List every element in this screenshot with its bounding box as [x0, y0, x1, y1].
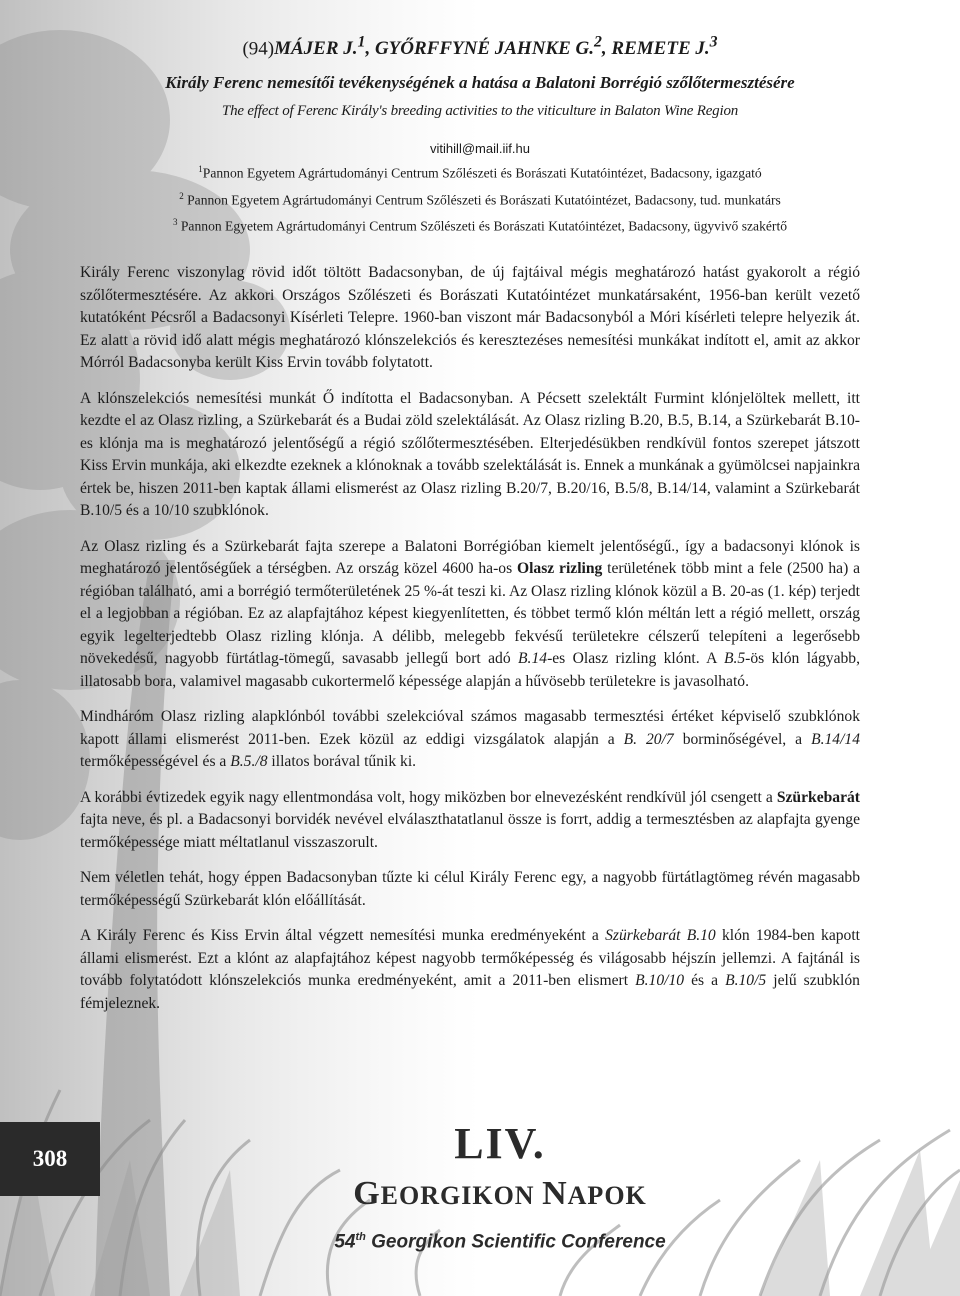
p4-italic-b5-8: B.5./8: [230, 753, 268, 770]
affiliation-2-text: Pannon Egyetem Agrártudományi Centrum Szőlészeti és Borászati Kutatóintézet, Badacsony, tud. munkatárs: [187, 192, 781, 208]
p7-italic-szurkebarat-b10: Szürkebarát B.10: [605, 927, 716, 944]
affiliation-2: [0, 185, 960, 212]
contact-email[interactable]: vitihill@mail.iif.hu: [430, 141, 530, 157]
conf-name-g: G: [353, 1175, 381, 1212]
p3-text-e: -es Olasz rizling klónt. A: [547, 650, 724, 667]
title-english: The effect of Ferenc Király's breeding activities to the viticulture in Balaton Wine Region: [221, 103, 739, 120]
p3-bold-olasz-rizling: Olasz rizling: [516, 560, 603, 577]
paragraph-5: [80, 787, 860, 855]
author-3-sup: 3: [709, 34, 718, 51]
conf-sub-text: Georgikon Scientific Conference: [365, 1231, 666, 1253]
p4-text-c: borminőségével, a: [673, 730, 812, 748]
p7-text-e: és a: [684, 972, 726, 989]
author-2-sup: 2: [594, 34, 602, 51]
paper-header: [0, 30, 960, 238]
conf-sub-sup: th: [355, 1231, 366, 1243]
p5-bold-szurkebarat: Szürkebarát: [776, 788, 860, 806]
affiliation-2-sup: 2: [179, 190, 184, 201]
p5-text-a: A korábbi évtizedek egyik nagy ellentmondása volt, hogy miközben bor elnevezésként rendkívül jól csengett a: [80, 788, 777, 806]
paragraph-7: [80, 925, 860, 1015]
conf-name-apok: APOK: [567, 1181, 647, 1210]
page-number: 308: [32, 1146, 68, 1171]
paragraph-1: Király Ferenc viszonylag rövid időt töltött Badacsonyban, de új fajtáival mégis meghatározó hatást gyakorolt a régió szőlőtermesztésére. Az akkori Országos Szőlészeti és Borászati Kutatóintézet munkatársaként, 1956-ban került vezető kutatóként Pécsről a Badacsonyi Kísérleti Telepre. 1960-ban viszont már Badacsonyból a Móri kísérleti telepre helyezik át. Ez alatt a rövid idő alatt mégis meghatározó klónszelekciós és keresztezéses nemesítési munkákat indított el, amit az akkor Mórról Badacsonyba került Kiss Ervin tovább folytatott.: [80, 264, 860, 371]
p5-text-c: fajta neve, és pl. a Badacsonyi borvidék nevével elválaszthatatlanul össze is forrt, addig a termesztésben az alapfajta gyenge termőképessége miatt méltatlanul visszaszorult.: [80, 811, 860, 851]
paragraph-2: A klónszelekciós nemesítési munkát Ő indította el Badacsonyban. A Pécsett szelektált Furmint klónjelöltek mellett, itt kezdte el az Olasz rizling, a Szürkebarát és a Budai zöld szelektálását. Az Olasz rizling B.20, B.5, B.14, a Szürkebarát B.10-es klónja ma is meghatározó jelentőségű a régió szőlőtermesztésében. Elterjedésükben rendkívül fontos szerepet játszott Kiss Ervin munkája, aki elkezdte ezeknek a klónoknak a tovább szelektálását is. Ennek a munkának a gyümölcsei napjainkra értek be, hiszen 2011-ben kaptak állami elismerést az Olasz rizling B.20/7, B.20/16, B.5/8, B.14/14, valamint a Szürkebarát B.10/5 és a 10/10 szubklónok.: [80, 389, 860, 519]
author-1-sup: 1: [357, 34, 366, 51]
p4-text-e: termőképességével és a: [80, 753, 231, 770]
p7-text-g: jelű szubklón fémjeleznek.: [80, 972, 860, 1012]
affiliation-1: [0, 158, 960, 185]
p4-text-g: illatos borával tűnik ki.: [267, 753, 417, 770]
affiliation-1-sup: 1: [198, 164, 203, 175]
p3-text-g: -ös klón lágyabb, illatosabb bora, valamivel magasabb cukortermelő képessége alapján a hűvösebb területekre is javasolható.: [80, 650, 861, 690]
p7-text-c: klón 1984-ben kapott állami elismerést. Ezt a klónt az alapfajtához képest nagyobb termőképesség és világosabb héjszín jellemzi. A fajtánál is tovább folytatódott klónszelekciós munka eredményeként, amit a 2011-ben elismert: [80, 927, 861, 989]
author-2: GYŐRFFYNÉ JAHNKE G.: [374, 38, 594, 60]
author-line: (94)MÁJER J.$^1$, GYŐRFFYNÉ JAHNKE G.$^2$, REMETE J.$^3$: [242, 34, 718, 60]
p7-italic-b10-5: B.10/5: [725, 972, 767, 989]
page-number-box: [0, 1122, 100, 1196]
p4-italic-b14-14: B.14/14: [811, 730, 861, 748]
affiliation-1-text: Pannon Egyetem Agrártudományi Centrum Szőlészeti és Borászati Kutatóintézet, Badacsony, igazgató: [202, 165, 762, 181]
paragraph-6: Nem véletlen tehát, hogy éppen Badacsonyban tűzte ki célul Király Ferenc egy, a nagyobb fürtátlagtömeg révén magasabb termőképességű Szürkebarát klón előállítását.: [80, 869, 860, 909]
paper-number: (94): [242, 38, 275, 60]
p3-italic-b5: B.5: [723, 650, 746, 667]
author-1: MÁJER J.: [274, 38, 358, 60]
p3-text-a: Az Olasz rizling és a Szürkebarát fajta szerepe a Balatoni Borrégióban kiemelt jelentőségű., így a badacsonyi klónok is meghatározó jelentőségűek a térségben. Az ország közel 4600 ha-os: [80, 537, 860, 577]
paragraph-4: [80, 706, 860, 774]
p4-italic-b20-7: B. 20/7: [623, 730, 674, 748]
affiliation-3-text: Pannon Egyetem Agrártudományi Centrum Szőlészeti és Borászati Kutatóintézet, Badacsony, ügyvivő szakértő: [180, 218, 788, 234]
affiliation-3-sup: 3: [172, 217, 178, 228]
affiliation-3: [0, 211, 960, 238]
conf-name-eorgikon: EORGIKON: [380, 1181, 543, 1210]
conf-name-n: N: [542, 1175, 568, 1212]
author-3: REMETE J.: [611, 38, 710, 60]
p4-text-a: Mindháróm Olasz rizling alapklónból további szelekcióval számos magasabb termesztési értéket képviselő szubklónok kapott állami elismerést 2011-ben. Ezek közül az eddigi vizsgálatok alapján a: [80, 708, 860, 748]
conf-sub-number: 54: [334, 1231, 356, 1253]
p3-text-c: területének több mint a fele (2500 ha) a régióban található, ami a borrégió termőterületének 25 %-át teszi ki. Az Olasz rizling klónok közül a B. 20-as (1. kép) terjedt el a legjobban a régióban. Ez az alapfajtához képest kiegyenlítetten, és többet termő klón méltán lett a régió mellett, ország egyik legelterjedtebb Olasz rizling klónja. A délibb, melegebb fekvésű területekre célszerű telepíteni a legerősebb növekedésű, nagyobb fürtátlag-tömegű, savasabb jellegű bort adó: [80, 560, 860, 667]
conference-subtitle: [290, 1224, 710, 1255]
conference-name: [290, 1172, 710, 1218]
p3-italic-b14: B.14: [518, 650, 548, 667]
conference-logo: [290, 1118, 710, 1255]
p7-italic-b10-10: B.10/10: [635, 972, 685, 989]
paragraph-3: [80, 536, 860, 694]
article-body: [80, 262, 860, 1028]
p7-text-a: A Király Ferenc és Kiss Ervin által végzett nemesítési munka eredményeként a: [80, 927, 606, 944]
conference-edition: LIV.: [454, 1119, 546, 1168]
title-hungarian: Király Ferenc nemesítői tevékenységének a hatása a Balatoni Borrégió szőlőtermesztésére: [165, 73, 795, 93]
